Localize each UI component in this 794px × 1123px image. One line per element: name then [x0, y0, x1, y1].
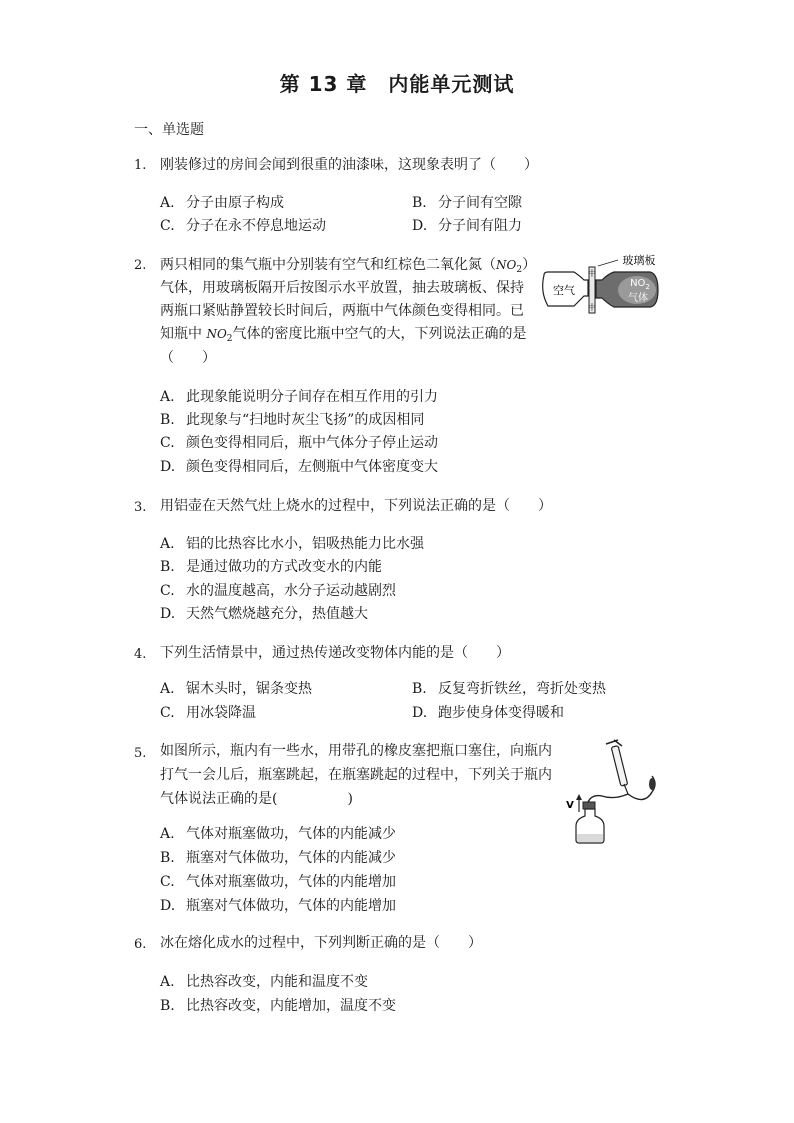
- question-5-option-c[interactable]: C. 气体对瓶塞做功，气体的内能增加: [160, 874, 396, 890]
- question-2-line-3: 两瓶口紧贴静置较长时间后，两瓶中气体颜色变得相同。已: [160, 303, 524, 319]
- plate-mark-top: 中: [588, 269, 596, 278]
- question-5-option-d[interactable]: D. 瓶塞对气体做功，气体的内能增加: [160, 898, 396, 914]
- hose-valve: [649, 778, 655, 790]
- question-2-line-1: 两只相同的集气瓶中分别装有空气和红棕色二氧化氮$(NO_2)$: [160, 257, 537, 275]
- question-5-line-3: 气体说法正确的是( ): [160, 791, 353, 807]
- question-5-line-2: 打气一会儿后，瓶塞跳起，在瓶塞跳起的过程中，下列关于瓶内: [160, 767, 552, 783]
- water: [577, 834, 603, 842]
- question-4-option-b[interactable]: B. 反复弯折铁丝，弯折处变热: [412, 681, 606, 697]
- question-6-option-a[interactable]: A. 比热容改变，内能和温度不变: [160, 974, 368, 990]
- question-1-number: 1.: [134, 158, 147, 173]
- section-heading: 一、单选题: [134, 122, 204, 138]
- question-4-option-d[interactable]: D. 跑步使身体变得暖和: [412, 705, 564, 721]
- question-3-option-a[interactable]: A. 铝的比热容比水小，铝吸热能力比水强: [160, 536, 424, 552]
- question-3-option-c[interactable]: C. 水的温度越高，水分子运动越剧烈: [160, 583, 396, 599]
- plate-mark-bottom: 中: [588, 303, 596, 312]
- air-pump: [606, 740, 628, 794]
- question-1-option-c[interactable]: C. 分子在永不停息地运动: [160, 218, 326, 234]
- question-1-option-a[interactable]: A. 分子由原子构成: [160, 195, 284, 211]
- question-2-option-b[interactable]: B. 此现象与“扫地时灰尘飞扬”的成因相同: [160, 412, 425, 428]
- plate-leader-line: [598, 260, 618, 266]
- question-2-number: 2.: [134, 258, 147, 273]
- question-6-text: 冰在熔化成水的过程中，下列判断正确的是（ ）: [160, 935, 482, 951]
- question-4-number: 4.: [134, 647, 147, 662]
- question-2-line-2: 气体，用玻璃板隔开后按图示水平放置，抽去玻璃板、保持: [160, 280, 524, 296]
- question-2-option-c[interactable]: C. 颜色变得相同后，瓶中气体分子停止运动: [160, 435, 438, 451]
- question-2-line-5: （ ）: [160, 350, 216, 366]
- question-5-option-a[interactable]: A. 气体对瓶塞做功，气体的内能减少: [160, 826, 396, 842]
- question-4-option-c[interactable]: C. 用冰袋降温: [160, 705, 256, 721]
- question-2-option-d[interactable]: D. 颜色变得相同后，左侧瓶中气体密度变大: [160, 459, 438, 475]
- question-6-option-b[interactable]: B. 比热容改变，内能增加，温度不变: [160, 998, 396, 1014]
- gas-bottles-figure: [536, 250, 662, 314]
- arrow-label: V: [566, 800, 574, 811]
- question-4-option-a[interactable]: A. 锯木头时，锯条变热: [160, 681, 312, 697]
- question-5-option-b[interactable]: B. 瓶塞对气体做功，气体的内能减少: [160, 850, 396, 866]
- question-6-number: 6.: [134, 937, 147, 952]
- question-3-option-b[interactable]: B. 是通过做功的方式改变水的内能: [160, 559, 382, 575]
- question-5-line-1: 如图所示，瓶内有一些水，用带孔的橡皮塞把瓶口塞住，向瓶内: [160, 743, 552, 759]
- gas-label: 气体: [628, 293, 648, 304]
- rubber-stopper: [583, 802, 595, 809]
- question-4-text: 下列生活情景中，通过热传递改变物体内能的是（ ）: [160, 645, 510, 661]
- question-3-number: 3.: [134, 500, 147, 515]
- pump-bottle-figure: [566, 736, 666, 846]
- page-title: 第 13 章 内能单元测试: [279, 72, 515, 96]
- air-label: 空气: [553, 284, 575, 297]
- question-2-line-4: 知瓶中 $NO_2$气体的密度比瓶中空气的大，下列说法正确的是: [160, 326, 527, 344]
- question-1-option-d[interactable]: D. 分子间有阻力: [412, 218, 522, 234]
- question-5-number: 5.: [134, 746, 147, 761]
- question-1-text: 刚装修过的房间会闻到很重的油漆味，这现象表明了（ ）: [160, 157, 538, 173]
- gas-formula: $NO_2$: [630, 278, 650, 291]
- question-2-option-a[interactable]: A. 此现象能说明分子间存在相互作用的引力: [160, 389, 438, 405]
- plate-label: 玻璃板: [622, 254, 656, 267]
- question-3-text: 用铝壶在天然气灶上烧水的过程中，下列说法正确的是（ ）: [160, 498, 552, 514]
- arrow-head: [576, 794, 582, 800]
- question-1-option-b[interactable]: B. 分子间有空隙: [412, 195, 522, 211]
- question-3-option-d[interactable]: D. 天然气燃烧越充分，热值越大: [160, 606, 368, 622]
